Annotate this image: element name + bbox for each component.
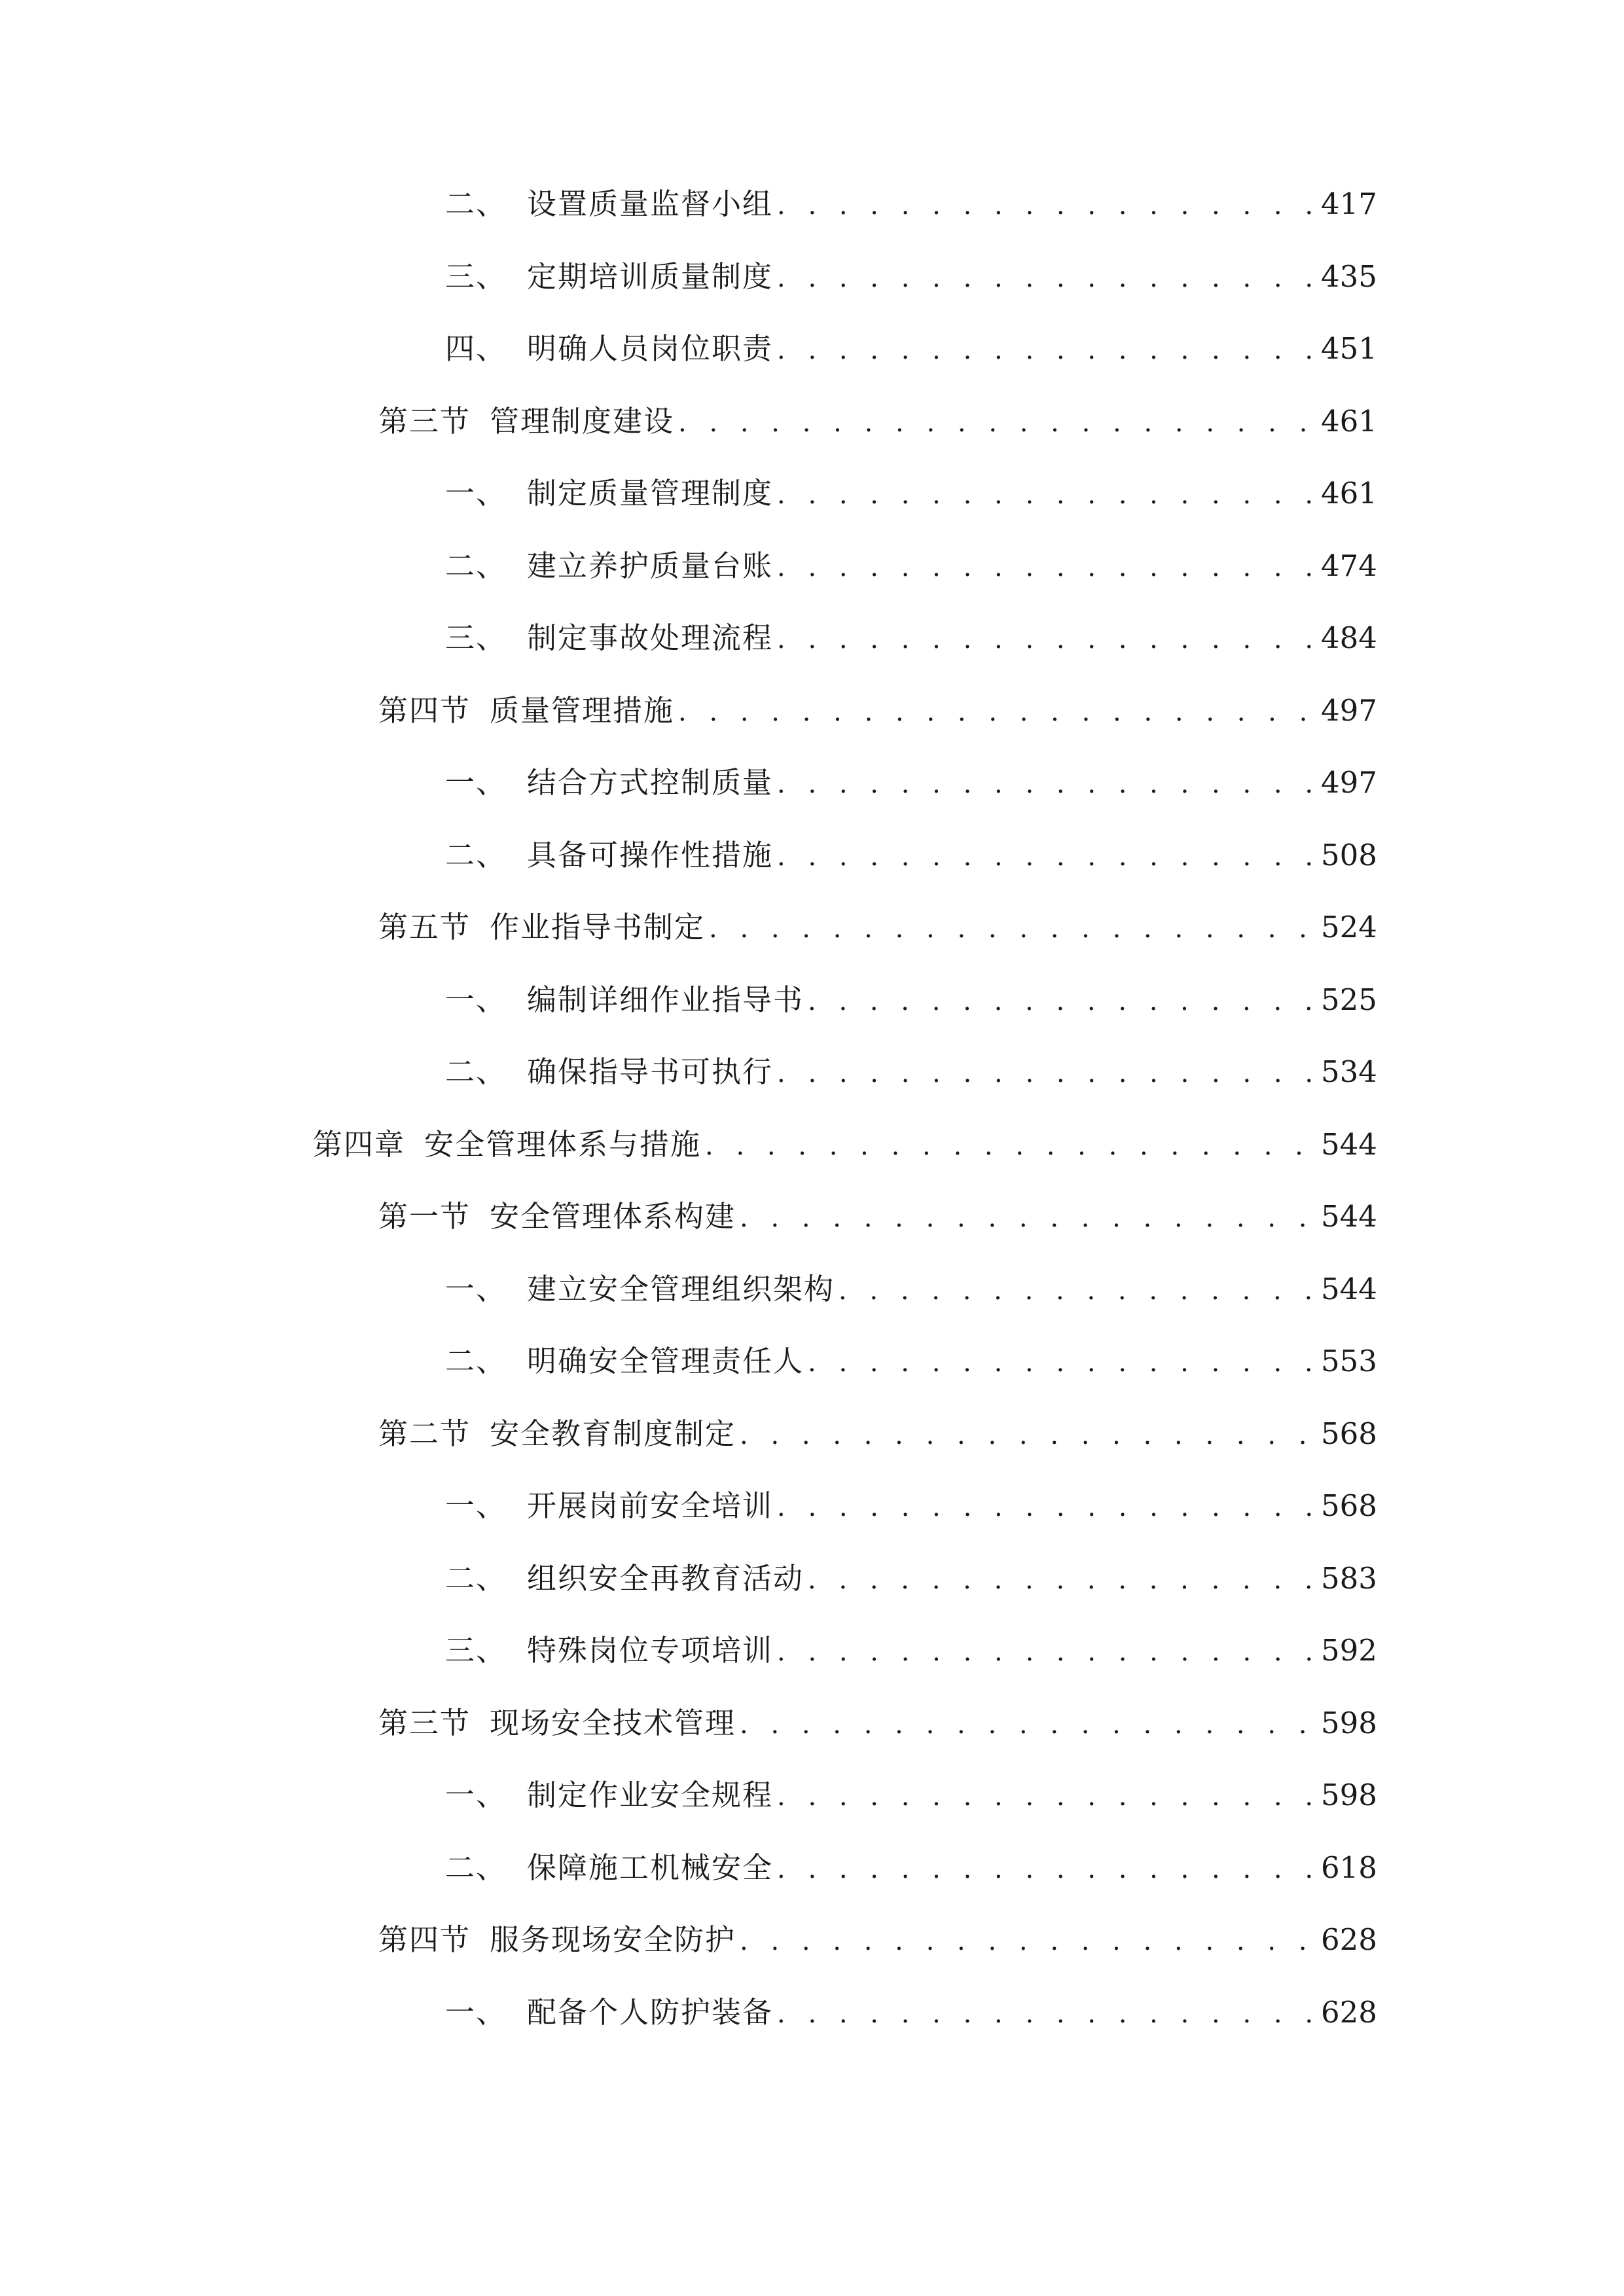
toc-entry-number: 第四节 — [378, 692, 471, 728]
toc-entry-number: 一、 — [445, 1271, 507, 1306]
toc-dot-leader — [740, 1915, 1314, 1967]
toc-entry[interactable] — [445, 1263, 1375, 1316]
toc-entry-number: 一、 — [445, 476, 507, 511]
toc-entry-page-number: 474 — [1321, 548, 1377, 583]
toc-entry-title: 明确安全管理责任人 — [527, 1344, 804, 1378]
toc-entry[interactable] — [445, 323, 1375, 375]
toc-entry[interactable] — [445, 1335, 1375, 1388]
toc-dot-leader — [777, 1626, 1314, 1678]
toc-dot-leader — [777, 469, 1314, 521]
toc-entry-title: 制定作业安全规程 — [527, 1778, 774, 1812]
toc-entry-number: 四、 — [445, 331, 507, 366]
toc-entry-page-number: 618 — [1321, 1850, 1377, 1885]
toc-entry-title: 安全管理体系与措施 — [424, 1126, 702, 1162]
toc-entry-page-number: 484 — [1321, 620, 1377, 655]
toc-dot-leader — [777, 831, 1314, 883]
toc-entry-number: 一、 — [445, 982, 507, 1017]
toc-entry-page-number: 451 — [1321, 331, 1377, 366]
toc-dot-leader — [777, 613, 1314, 666]
toc-entry-number: 第三节 — [378, 403, 471, 439]
toc-entry[interactable] — [445, 757, 1375, 809]
toc-entry-page-number: 524 — [1321, 910, 1377, 944]
toc-dot-leader — [740, 1192, 1314, 1244]
toc-entry-title: 作业指导书制定 — [490, 910, 706, 944]
toc-entry[interactable] — [445, 829, 1375, 882]
toc-dot-leader — [777, 1047, 1314, 1100]
toc-entry-page-number: 544 — [1321, 1126, 1377, 1162]
toc-entry-page-number: 461 — [1321, 403, 1377, 439]
toc-entry-page-number: 461 — [1321, 476, 1377, 511]
toc-entry-number: 一、 — [445, 1488, 507, 1523]
toc-entry-number: 第二节 — [378, 1416, 471, 1451]
toc-dot-leader — [808, 1336, 1314, 1389]
toc-entry-title: 安全教育制度制定 — [490, 1416, 736, 1451]
toc-entry-title: 服务现场安全防护 — [490, 1922, 736, 1957]
toc-entry-page-number: 553 — [1321, 1344, 1377, 1378]
toc-entry[interactable] — [445, 1842, 1375, 1894]
toc-entry-title: 安全管理体系构建 — [490, 1199, 736, 1234]
toc-entry[interactable] — [445, 1480, 1375, 1532]
toc-entry-page-number: 628 — [1321, 1994, 1377, 2030]
toc-entry-number: 第五节 — [378, 910, 471, 944]
toc-entry[interactable] — [313, 1119, 1375, 1171]
toc-dot-leader — [777, 1481, 1314, 1534]
toc-dot-leader — [777, 324, 1314, 376]
toc-entry-number: 一、 — [445, 765, 507, 800]
toc-entry[interactable] — [445, 612, 1375, 664]
toc-entry-number: 第三节 — [378, 1705, 471, 1740]
toc-entry[interactable] — [445, 467, 1375, 520]
toc-entry-page-number: 435 — [1321, 259, 1377, 294]
toc-entry-title: 制定质量管理制度 — [527, 476, 774, 511]
toc-entry-title: 建立养护质量台账 — [527, 548, 774, 583]
toc-entry-number: 二、 — [445, 187, 507, 221]
toc-entry[interactable] — [378, 1914, 1375, 1966]
toc-dot-leader — [808, 975, 1314, 1028]
toc-entry-title: 确保指导书可执行 — [527, 1054, 774, 1089]
toc-entry-number: 一、 — [445, 1994, 507, 2030]
toc-entry-page-number: 583 — [1321, 1560, 1377, 1596]
toc-entry-page-number: 628 — [1321, 1922, 1377, 1957]
toc-entry-page-number: 417 — [1321, 187, 1377, 221]
toc-dot-leader — [705, 1120, 1314, 1172]
toc-entry-number: 三、 — [445, 1633, 507, 1668]
toc-dot-leader — [777, 1770, 1314, 1823]
toc-dot-leader — [808, 1554, 1314, 1606]
toc-dot-leader — [678, 686, 1314, 738]
toc-dot-leader — [839, 1265, 1314, 1317]
toc-entry-title: 管理制度建设 — [490, 403, 675, 439]
toc-dot-leader — [777, 541, 1314, 594]
toc-entry[interactable] — [445, 1769, 1375, 1821]
toc-dot-leader — [740, 1698, 1314, 1751]
toc-entry-title: 设置质量监督小组 — [527, 187, 774, 221]
toc-entry-number: 二、 — [445, 548, 507, 583]
toc-entry-title: 具备可操作性措施 — [527, 837, 774, 872]
toc-entry-number: 一、 — [445, 1778, 507, 1812]
toc-entry[interactable] — [445, 1986, 1375, 2039]
toc-entry[interactable] — [445, 974, 1375, 1026]
toc-entry[interactable] — [445, 251, 1375, 303]
toc-entry-number: 三、 — [445, 259, 507, 294]
toc-entry-number: 第四节 — [378, 1922, 471, 1957]
toc-entry-page-number: 508 — [1321, 837, 1377, 872]
toc-entry-page-number: 598 — [1321, 1778, 1377, 1812]
toc-entry[interactable] — [445, 1624, 1375, 1677]
toc-entry-number: 第一节 — [378, 1199, 471, 1234]
toc-entry-page-number: 568 — [1321, 1416, 1377, 1451]
toc-entry[interactable] — [378, 1191, 1375, 1243]
toc-entry-title: 组织安全再教育活动 — [527, 1560, 804, 1596]
toc-entry-number: 二、 — [445, 1560, 507, 1596]
toc-entry-title: 建立安全管理组织架构 — [527, 1271, 835, 1306]
toc-entry[interactable] — [445, 178, 1375, 230]
toc-entry-title: 明确人员岗位职责 — [527, 331, 774, 366]
toc-entry[interactable] — [445, 1046, 1375, 1098]
toc-dot-leader — [777, 179, 1314, 232]
toc-entry-title: 定期培训质量制度 — [527, 259, 774, 294]
toc-entry-page-number: 534 — [1321, 1054, 1377, 1089]
toc-entry-number: 二、 — [445, 1054, 507, 1089]
toc-dot-leader — [709, 903, 1314, 955]
toc-entry[interactable] — [445, 1552, 1375, 1605]
toc-entry-title: 编制详细作业指导书 — [527, 982, 804, 1017]
toc-entry-title: 结合方式控制质量 — [527, 765, 774, 800]
toc-entry-page-number: 598 — [1321, 1705, 1377, 1740]
toc-entry-number: 二、 — [445, 837, 507, 872]
toc-entry[interactable] — [378, 1697, 1375, 1749]
toc-entry-page-number: 497 — [1321, 692, 1377, 728]
toc-entry[interactable] — [378, 1408, 1375, 1460]
toc-entry-page-number: 568 — [1321, 1488, 1377, 1523]
toc-entry-title: 保障施工机械安全 — [527, 1850, 774, 1885]
toc-dot-leader — [678, 397, 1314, 449]
toc-entry-title: 现场安全技术管理 — [490, 1705, 736, 1740]
toc-entry-number: 二、 — [445, 1850, 507, 1885]
toc-dot-leader — [740, 1409, 1314, 1462]
toc-entry-page-number: 544 — [1321, 1271, 1377, 1306]
toc-entry-page-number: 544 — [1321, 1199, 1377, 1234]
toc-entry-title: 配备个人防护装备 — [527, 1994, 774, 2030]
toc-entry[interactable] — [378, 685, 1375, 737]
toc-entry-number: 三、 — [445, 620, 507, 655]
toc-entry-title: 质量管理措施 — [490, 692, 675, 728]
toc-entry-number: 第四章 — [313, 1126, 406, 1162]
toc-entry[interactable] — [378, 901, 1375, 954]
toc-dot-leader — [777, 758, 1314, 810]
toc-entry[interactable] — [378, 395, 1375, 448]
toc-dot-leader — [777, 1988, 1314, 2040]
toc-entry-page-number: 525 — [1321, 982, 1377, 1017]
toc-entry-title: 制定事故处理流程 — [527, 620, 774, 655]
toc-entry-page-number: 497 — [1321, 765, 1377, 800]
toc-entry-number: 二、 — [445, 1344, 507, 1378]
toc-entry-title: 开展岗前安全培训 — [527, 1488, 774, 1523]
toc-entry-page-number: 592 — [1321, 1633, 1377, 1668]
toc-dot-leader — [777, 252, 1314, 304]
toc-entry-title: 特殊岗位专项培训 — [527, 1633, 774, 1668]
toc-entry[interactable] — [445, 540, 1375, 592]
toc-dot-leader — [777, 1843, 1314, 1895]
